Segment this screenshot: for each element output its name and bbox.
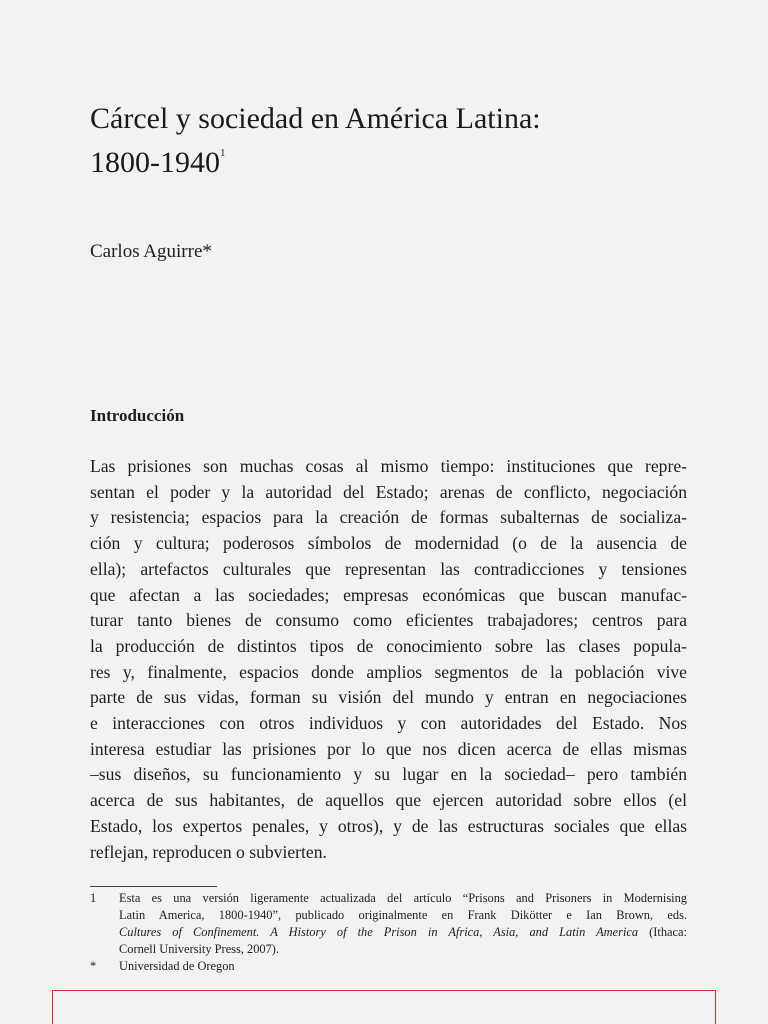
footnote-1-marker: 1 [90, 891, 97, 905]
footnotes [90, 890, 687, 975]
title-footnote-marker: 1 [220, 147, 226, 159]
body-line: reflejan, reproducen o subvierten. [90, 841, 327, 862]
footnote-2-marker: * [90, 959, 97, 973]
footnote-line: Cornell University Press, 2007). [119, 942, 280, 956]
title-line-1: Cárcel y sociedad en América Latina: [90, 102, 541, 135]
body-line: res y, finalmente, espacios donde amplios segmentos de la población vive [90, 661, 687, 682]
section-heading: Introducción [90, 406, 185, 425]
title-line-2: 1800-1940 [90, 146, 220, 179]
body-paragraph [90, 454, 687, 865]
footnote-divider [90, 886, 217, 887]
page-title [90, 97, 690, 185]
footnote-line: Esta es una versión ligeramente actualizada del artículo “Prisons and Prisoners in Modernising [119, 891, 687, 905]
body-line: sentan el poder y la autoridad del Estado; arenas de conflicto, negociación [90, 481, 687, 502]
body-line: Estado, los expertos penales, y otros), y de las estructuras sociales que ellas [90, 815, 687, 836]
body-line: –sus diseños, su funcionamiento y su lugar en la sociedad– pero también [90, 764, 687, 785]
body-line: parte de sus vidas, forman su visión del mundo y entran en negociaciones [90, 687, 687, 708]
footnote-1 [90, 890, 687, 958]
body-line: la producción de distintos tipos de conocimiento sobre las clases popula- [90, 635, 687, 656]
body-line: que afectan a las sociedades; empresas económicas que buscan manufac- [90, 584, 687, 605]
author-name: Carlos Aguirre* [90, 241, 212, 262]
footnote-line: Latin America, 1800-1940”, publicado originalmente en Frank Dikötter e Ian Brown, eds. [119, 908, 687, 922]
citation-box [52, 990, 716, 1024]
footnote-line [119, 924, 687, 941]
body-line: turar tanto bienes de consumo como eficientes trabajadores; centros para [90, 610, 687, 631]
body-line: y resistencia; espacios para la creación de formas subalternas de socializa- [90, 507, 687, 528]
footnote-affiliation: Universidad de Oregon [119, 959, 235, 973]
footnote-2 [90, 958, 687, 975]
footnote-book-title: Cultures of Confinement. A History of the Prison in Africa, Asia, and Latin America [119, 925, 639, 939]
body-line: acerca de sus habitantes, de aquellos que ejercen autoridad sobre ellos (el [90, 790, 687, 811]
body-line: e interacciones con otros individuos y con autoridades del Estado. Nos [90, 713, 687, 734]
body-line: Las prisiones son muchas cosas al mismo tiempo: instituciones que repre- [90, 456, 687, 476]
body-line: ella); artefactos culturales que representan las contradicciones y tensiones [90, 558, 687, 579]
footnote-publisher-place: (Ithaca: [638, 925, 687, 939]
body-line: interesa estudiar las prisiones por lo que nos dicen acerca de ellas mismas [90, 738, 687, 759]
body-line: ción y cultura; poderosos símbolos de modernidad (o de la ausencia de [90, 533, 687, 554]
